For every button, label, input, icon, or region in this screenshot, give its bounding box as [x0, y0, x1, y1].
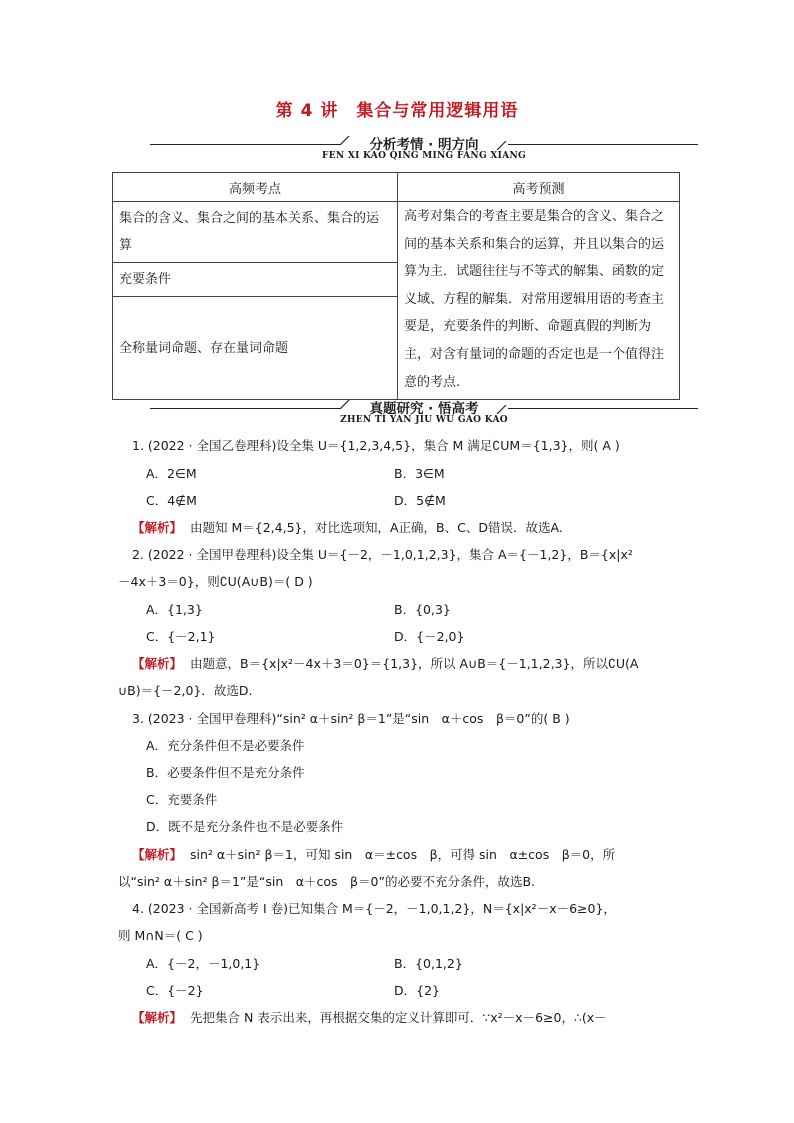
analysis-label: 【解析】	[132, 847, 183, 862]
table-cell: 全称量词命题、存在量词命题	[113, 297, 398, 400]
analysis-text: sin² α＋sin² β＝1，可知 sin α＝±cos β，可得 sin α±cos β＝0，所	[190, 847, 616, 862]
option-b: B．3∈M	[394, 466, 445, 481]
analysis-text: 由题知 M＝{2,4,5}，对比选项知，A正确，B、C、D错误．故选A.	[190, 520, 563, 535]
analysis	[132, 845, 615, 863]
question-stem: 2. (2022 · 全国甲卷理科)设全集 U＝{－2，－1,0,1,2,3}，集合 A＝{－1,2}，B＝{x|x²	[132, 547, 633, 562]
analysis-text: 先把集合 N 表示出来，再根据交集的定义计算即可．∵x²－x－6≥0，∴(x－	[190, 1010, 607, 1025]
analysis-label: 【解析】	[132, 656, 183, 671]
question-stem: 4. (2023 · 全国新高考 Ⅰ 卷)已知集合 M＝{－2，－1,0,1,2}，N＝{x|x²－x－6≥0}，	[132, 901, 616, 916]
section-subtitle-pinyin: ZHEN TI YAN JIU WU GAO KAO	[340, 415, 508, 425]
option-c: C．{－2}	[146, 983, 204, 998]
question-stem-continued: 则 M∩N＝( C )	[118, 928, 203, 943]
slash-decoration-icon	[496, 400, 508, 414]
analysis	[132, 654, 638, 672]
table-header: 高频考点	[113, 173, 398, 202]
table-cell: 充要条件	[113, 263, 398, 297]
table-header: 高考预测	[398, 173, 680, 202]
analysis-label: 【解析】	[132, 520, 183, 535]
option-c: C．充要条件	[146, 792, 218, 807]
divider-line	[508, 408, 698, 409]
option-b: B．必要条件但不是充分条件	[146, 765, 305, 780]
option-c: C．{－2,1}	[146, 629, 216, 644]
analysis	[132, 518, 563, 536]
section-title: 真题研究 · 悟高考	[369, 401, 479, 417]
section-subtitle-pinyin: FEN XI KAO QING MING FANG XIANG	[322, 151, 526, 161]
option-d: D．{2}	[394, 983, 440, 998]
slash-decoration-icon	[496, 136, 508, 150]
option-d: D．5∉M	[394, 493, 446, 508]
exam-points-table	[112, 172, 680, 400]
table-cell: 集合的含义、集合之间的基本关系、集合的运算	[113, 202, 398, 263]
section-header-research	[150, 397, 698, 431]
analysis-continued: ∪B)＝{－2,0}．故选D.	[118, 683, 253, 698]
analysis	[132, 1008, 607, 1026]
analysis-text: 由题意，B＝{x|x²－4x＋3＝0}＝{1,3}，所以 A∪B＝{－1,1,2,3}，所以∁U(A	[190, 656, 639, 671]
option-a: A．充分条件但不是必要条件	[146, 738, 305, 753]
option-d: D．既不是充分条件也不是必要条件	[146, 819, 344, 834]
option-b: B．{0,3}	[394, 602, 451, 617]
option-a: A．2∈M	[146, 466, 197, 481]
analysis-label: 【解析】	[132, 1010, 183, 1025]
divider-line	[508, 144, 698, 145]
option-d: D．{－2,0}	[394, 629, 465, 644]
prediction-cell: 高考对集合的考查主要是集合的含义、集合之间的基本关系和集合的运算，并且以集合的运算为主．试题往往与不等式的解集、函数的定义域、方程的解集．对常用逻辑用语的考查主要是，充要条件的判断、命题真假的判断为主，对含有量词的命题的否定也是一个值得注意的考点.	[398, 202, 680, 400]
option-b: B．{0,1,2}	[394, 956, 463, 971]
question-stem: 1. (2022 · 全国乙卷理科)设全集 U＝{1,2,3,4,5}，集合 M 满足∁UM＝{1,3}，则( A )	[132, 438, 620, 453]
section-header-analysis	[150, 133, 698, 167]
section-title: 分析考情 · 明方向	[369, 137, 479, 153]
option-c: C．4∉M	[146, 493, 197, 508]
option-a: A．{－2，－1,0,1}	[146, 956, 261, 971]
analysis-continued: 以“sin² α＋sin² β＝1”是“sin α＋cos β＝0”的必要不充分条件，故选B.	[118, 874, 536, 889]
question-stem-continued: －4x＋3＝0}，则∁U(A∪B)＝( D )	[118, 574, 313, 589]
lecture-title: 第 4 讲 集合与常用逻辑用语	[275, 101, 519, 121]
option-a: A．{1,3}	[146, 602, 203, 617]
question-stem: 3. (2023 · 全国甲卷理科)“sin² α＋sin² β＝1”是“sin α＋cos β＝0”的( B )	[132, 711, 570, 726]
